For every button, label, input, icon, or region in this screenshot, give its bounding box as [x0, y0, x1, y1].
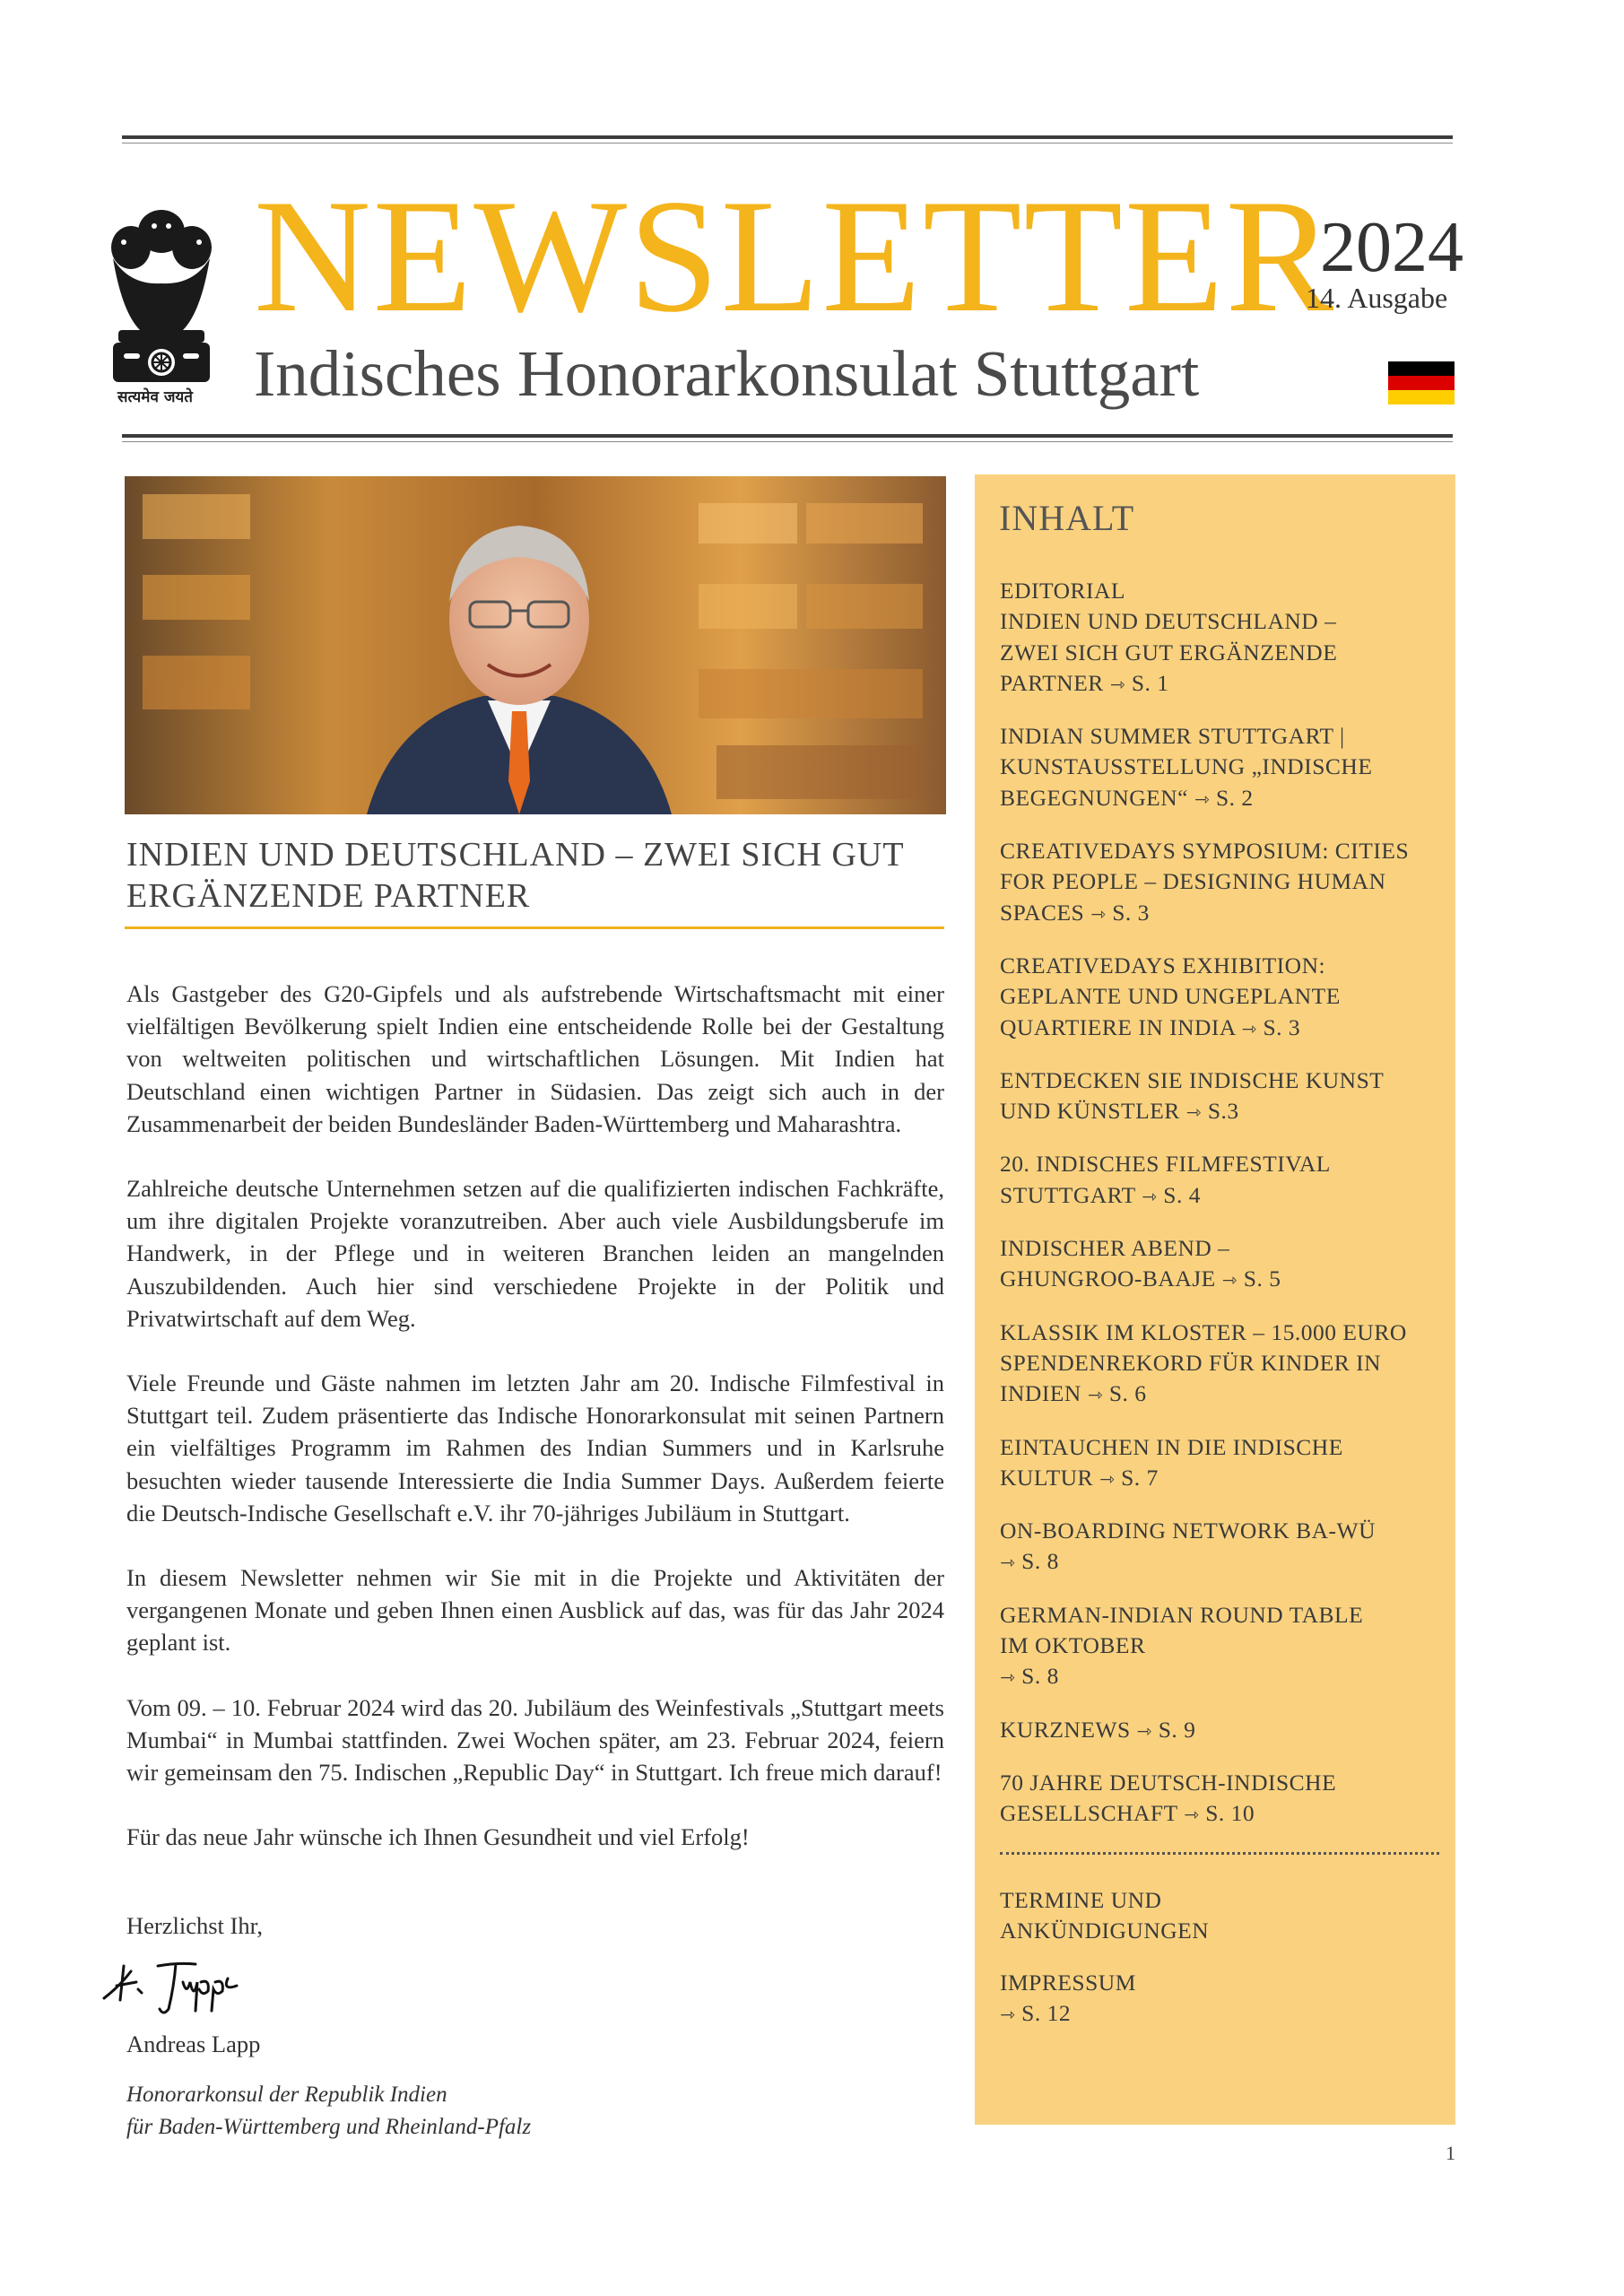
- toc-entry-text: IM OKTOBER: [1000, 1632, 1146, 1659]
- toc-entry-text: ANKÜNDIGUNGEN: [1000, 1917, 1210, 1944]
- toc-entry-text: FOR PEOPLE – DESIGNING HUMAN: [1000, 868, 1386, 895]
- arrow-right-icon: ⇾: [1000, 1552, 1016, 1574]
- toc-entry-text: GERMAN-INDIAN ROUND TABLE: [1000, 1601, 1364, 1628]
- toc-entry-text: GHUNGROO-BAAJE: [1000, 1265, 1216, 1292]
- masthead-title: NEWSLETTER: [254, 167, 1336, 346]
- toc-entry-text: GEPLANTE UND UNGEPLANTE: [1000, 983, 1341, 1010]
- toc-entry[interactable]: [1000, 576, 1448, 700]
- toc-entry-text: BEGEGNUNGEN“: [1000, 784, 1188, 811]
- article-paragraph: In diesem Newsletter nehmen wir Sie mit in die Projekte und Aktivitäten der vergangenen Monate und geben Ihnen einen Ausblick auf das, was für das Jahr 2024 geplant ist.: [126, 1564, 944, 1657]
- greeting: Herzlichst Ihr,: [126, 1912, 263, 1939]
- toc-entry[interactable]: [1000, 1516, 1448, 1578]
- toc-page-ref: S. 3: [1263, 1013, 1301, 1040]
- toc-page-ref: S. 2: [1215, 784, 1254, 811]
- toc-entry[interactable]: [1000, 836, 1448, 929]
- article-paragraph: Für das neue Jahr wünsche ich Ihnen Gesundheit und viel Erfolg!: [126, 1823, 750, 1851]
- toc-entry[interactable]: [1000, 951, 1448, 1044]
- toc-entry-text: QUARTIERE IN INDIA: [1000, 1013, 1236, 1040]
- toc-page-ref: S. 4: [1163, 1181, 1201, 1208]
- toc-page-ref: S. 5: [1243, 1265, 1281, 1292]
- toc-entry-text: CREATIVEDAYS EXHIBITION:: [1000, 952, 1326, 978]
- contents-title: INHALT: [999, 498, 1135, 538]
- toc-entry-text: IMPRESSUM: [1000, 1970, 1136, 1996]
- article-paragraph: Als Gastgeber des G20-Gipfels und als aufstrebende Wirtschaftsmacht mit einer vielfältigen Bevölkerung spielt Indien eine entscheidende Rolle bei der Gestaltung von weltweiten politischen und wirtschaftlichen Lösungen. Mit Indien hat Deutschland einen wichtigen Partner in Südasien. Das zeigt sich auch in der Zusammenarbeit der beiden Bundesländer Baden-Württemberg und Maharashtra.: [126, 980, 944, 1137]
- issue-number: 14. Ausgabe: [1306, 282, 1448, 314]
- arrow-right-icon: ⇾: [1241, 1017, 1257, 1039]
- toc-entry-text: KULTUR: [1000, 1464, 1094, 1491]
- toc-entry-text: ON-BOARDING NETWORK BA-WÜ: [1000, 1518, 1376, 1544]
- headline-rule: [125, 926, 944, 929]
- top-rule: [122, 135, 1453, 139]
- article-headline: INDIEN UND DEUTSCHLAND – ZWEI SICH GUT ERGÄNZENDE PARTNER: [126, 836, 904, 915]
- arrow-right-icon: ⇾: [1090, 902, 1107, 925]
- arrow-right-icon: ⇾: [1142, 1185, 1158, 1207]
- page-number: 1: [1446, 2142, 1455, 2164]
- toc-page-ref: S. 6: [1108, 1380, 1147, 1407]
- toc-entry[interactable]: [1000, 721, 1448, 814]
- dotted-divider: [1000, 1852, 1439, 1855]
- top-rule-thin: [122, 143, 1453, 144]
- contents-list: [1000, 576, 1448, 2052]
- toc-page-ref: S. 3: [1112, 899, 1150, 926]
- arrow-right-icon: ⇾: [1136, 1719, 1152, 1742]
- arrow-right-icon: ⇾: [1194, 787, 1211, 810]
- toc-entry[interactable]: [1000, 1233, 1448, 1296]
- toc-entry-text: INDIEN UND DEUTSCHLAND –: [1000, 608, 1337, 635]
- signer-name: Andreas Lapp: [126, 2031, 261, 2057]
- toc-entry-text: STUTTGART: [1000, 1181, 1136, 1208]
- toc-entry[interactable]: [1000, 1318, 1448, 1411]
- arrow-right-icon: ⇾: [1109, 673, 1125, 695]
- issue-year: 2024: [1320, 208, 1463, 287]
- national-emblem-of-india-icon: [104, 204, 219, 415]
- toc-entry-text: ZWEI SICH GUT ERGÄNZENDE: [1000, 639, 1338, 665]
- arrow-right-icon: ⇾: [1185, 1101, 1202, 1124]
- toc-entry-text: KLASSIK IM KLOSTER – 15.000 EURO: [1000, 1318, 1407, 1345]
- toc-entry[interactable]: [1000, 1715, 1448, 1746]
- toc-page-ref: S. 7: [1121, 1464, 1159, 1491]
- toc-page-ref: S. 8: [1021, 1548, 1059, 1575]
- german-flag-icon: [1388, 361, 1455, 404]
- arrow-right-icon: ⇾: [1221, 1269, 1238, 1292]
- toc-entry-text: KURZNEWS: [1000, 1716, 1131, 1743]
- toc-entry-text: INDIEN: [1000, 1380, 1081, 1407]
- toc-page-ref: S. 8: [1021, 1663, 1059, 1690]
- toc-entry-text: 20. INDISCHES FILMFESTIVAL: [1000, 1151, 1331, 1178]
- arrow-right-icon: ⇾: [1087, 1384, 1103, 1406]
- article-body: [126, 978, 944, 1885]
- toc-page-ref: S. 12: [1021, 2000, 1072, 2027]
- portrait-photo: [125, 476, 946, 814]
- toc-entry-text: GESELLSCHAFT: [1000, 1800, 1178, 1827]
- toc-entry-text: CREATIVEDAYS SYMPOSIUM: CITIES: [1000, 838, 1410, 865]
- masthead-subtitle: Indisches Honorarkonsulat Stuttgart: [254, 337, 1200, 410]
- signer-role-line: Honorarkonsul der Republik Indien: [126, 2083, 447, 2107]
- toc-entry-text: KUNSTAUSSTELLUNG „INDISCHE: [1000, 753, 1373, 780]
- toc-entry[interactable]: [1000, 1600, 1448, 1693]
- header-rule-thin: [122, 441, 1453, 442]
- toc-entry[interactable]: [1000, 1768, 1448, 1831]
- signer-role-line: für Baden-Württemberg und Rheinland-Pfalz: [126, 2115, 532, 2139]
- toc-page-ref: S. 10: [1205, 1800, 1255, 1827]
- article-paragraph: Zahlreiche deutsche Unternehmen setzen auf die qualifizierten indischen Fachkräfte, um ihre digitalen Projekte voranzutreiben. Aber auch viele Ausbildungsberufe im Handwerk, in der Pflege und in weiteren Branchen leiden an mangelnden Auszubildenden. Auch hier sind verschiedene Projekte in der Politik und Privatwirtschaft auf dem Weg.: [126, 1175, 944, 1332]
- arrow-right-icon: ⇾: [1184, 1804, 1200, 1826]
- toc-entry[interactable]: [1000, 1432, 1448, 1495]
- signer-role: [126, 2079, 664, 2144]
- toc-entry-text: INDIAN SUMMER STUTTGART |: [1000, 723, 1345, 750]
- arrow-right-icon: ⇾: [1000, 2004, 1016, 2026]
- toc-entry[interactable]: [1000, 1968, 1448, 2031]
- contents-sidebar: [975, 474, 1455, 2125]
- header-rule: [122, 434, 1453, 438]
- arrow-right-icon: ⇾: [1000, 1666, 1016, 1689]
- toc-page-ref: S. 9: [1158, 1716, 1196, 1743]
- toc-entry-text: INDISCHER ABEND –: [1000, 1235, 1230, 1262]
- toc-entry[interactable]: [1000, 1149, 1448, 1212]
- emblem-motto: सत्यमेव जयते: [117, 388, 193, 406]
- handwritten-signature: [97, 1946, 276, 2018]
- toc-entry-text: EDITORIAL: [1000, 578, 1126, 604]
- toc-entry-text: SPENDENREKORD FÜR KINDER IN: [1000, 1349, 1382, 1376]
- toc-entry-text: TERMINE UND: [1000, 1886, 1162, 1913]
- toc-page-ref: S. 1: [1131, 669, 1169, 696]
- toc-entry-text: SPACES: [1000, 899, 1085, 926]
- toc-entry-text: EINTAUCHEN IN DIE INDISCHE: [1000, 1433, 1343, 1460]
- article-paragraph: Vom 09. – 10. Februar 2024 wird das 20. Jubiläum des Weinfestivals „Stuttgart meets Mumbai“ in Mumbai stattfinden. Zwei Wochen später, am 23. Februar 2024, feiern wir gemeinsam den 75. Indischen „Republic Day“ in Stuttgart. Ich freue mich darauf!: [126, 1693, 944, 1787]
- arrow-right-icon: ⇾: [1099, 1467, 1116, 1490]
- toc-entry-text: ENTDECKEN SIE INDISCHE KUNST: [1000, 1066, 1385, 1093]
- toc-page-ref: S.3: [1207, 1098, 1239, 1125]
- toc-entry-text: PARTNER: [1000, 669, 1104, 696]
- toc-entry[interactable]: [1000, 1885, 1448, 1947]
- toc-entry-text: 70 JAHRE DEUTSCH-INDISCHE: [1000, 1769, 1337, 1796]
- toc-entry[interactable]: [1000, 1065, 1448, 1128]
- toc-entry-text: UND KÜNSTLER: [1000, 1098, 1180, 1125]
- article-paragraph: Viele Freunde und Gäste nahmen im letzten Jahr am 20. Indische Filmfestival in Stuttgart teil. Zudem präsentierte das Indische Honorarkonsulat mit seinen Partnern ein vielfältiges Programm im Rahmen des Indian Summers und in Karlsruhe besuchten wieder tausende Interessierte die India Summer Days. Außerdem feierte die Deutsch-Indische Gesellschaft e.V. ihr 70-jähriges Jubiläum in Stuttgart.: [126, 1370, 944, 1526]
